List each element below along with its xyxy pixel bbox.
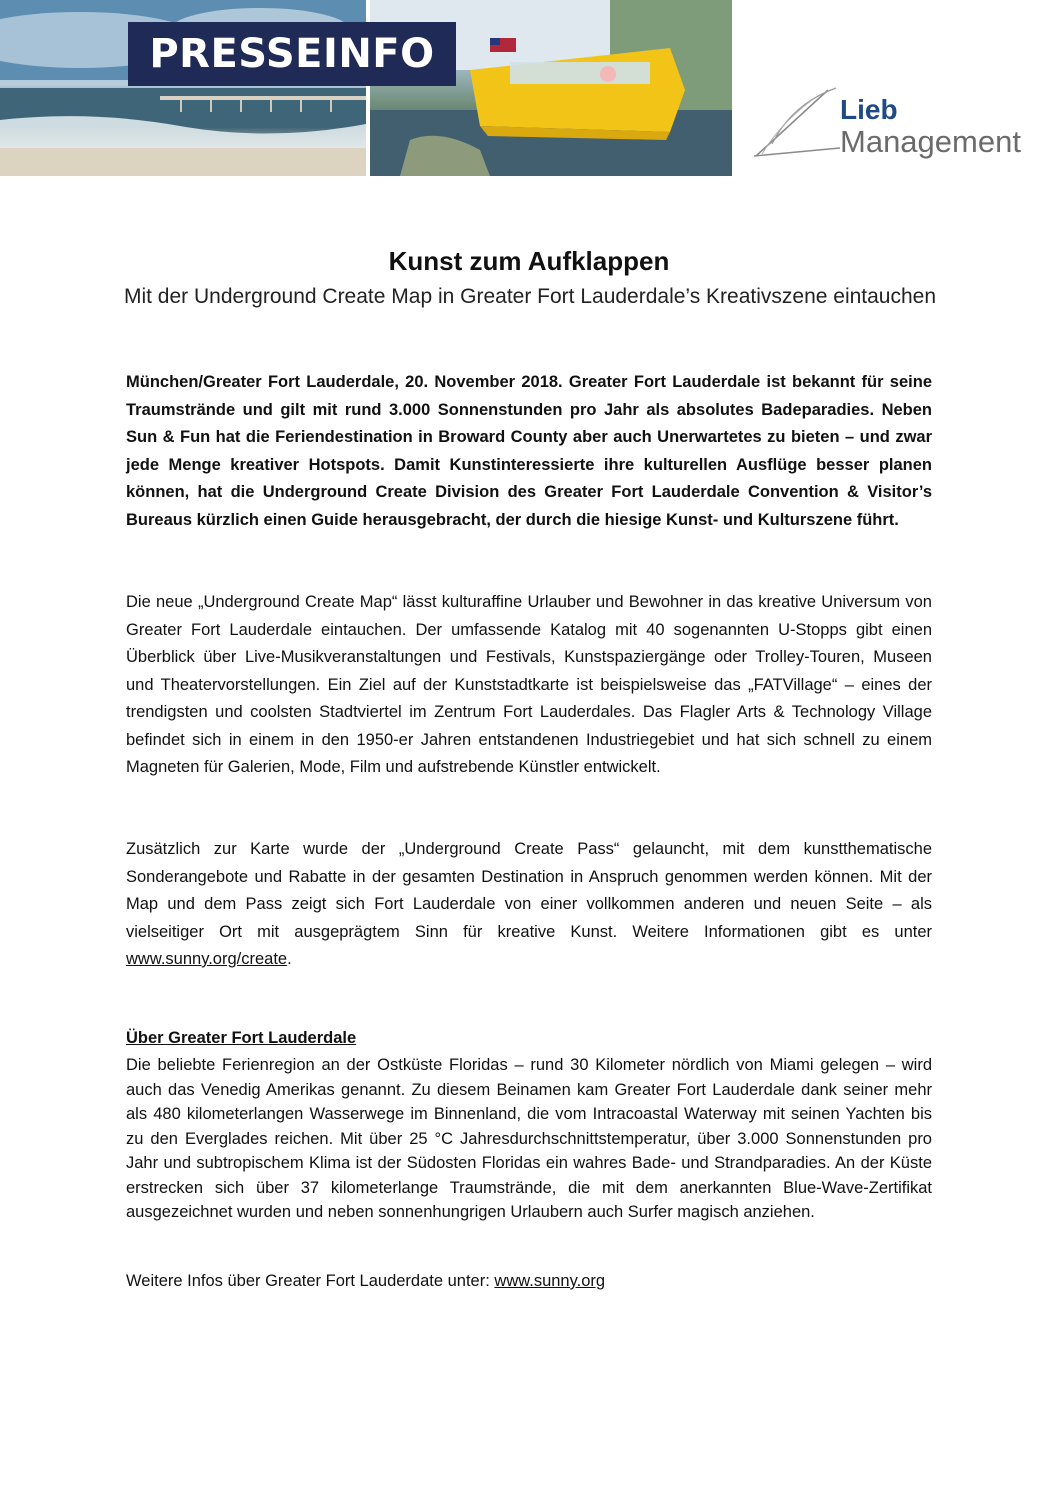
logo-text-management: Management bbox=[840, 124, 1021, 159]
lieb-management-logo bbox=[752, 84, 1052, 164]
header-banner bbox=[0, 0, 1058, 176]
paragraph-pass-end: . bbox=[287, 950, 292, 968]
about-paragraph: Die beliebte Ferienregion an der Ostküste Floridas – rund 30 Kilometer nördlich von Miami gelegen – wird auch das Venedig Amerikas genannt. Zu diesem Beinamen kam Greater Fort Lauderdale dank seiner mehr als 480 kilometerlangen Wasserwege im Binnenland, die vom Intracoastal Waterway mit seinen Yachten bis zu den Everglades reichen. Mit über 25 °C Jahresdurchschnittstemperatur, über 3.000 Sonnenstunden pro Jahr und subtropischem Klima ist der Südosten Floridas ein wahres Bade- und Strandparadies. An der Küste erstrecken sich über 37 kilometerlange Traumstrände, die mit dem anerkannten Blue-Wave-Zertifikat ausgezeichnet wurden und neben sonnenhungrigen Urlaubern auch Surfer magisch anziehen. bbox=[126, 1056, 932, 1221]
about-heading: Über Greater Fort Lauderdale bbox=[126, 1029, 357, 1047]
lead-paragraph: München/Greater Fort Lauderdale, 20. November 2018. Greater Fort Lauderdale ist bekannt für seine Traumstrände und gilt mit rund 3.000 Sonnenstunden pro Jahr als absolutes Badeparadies. Neben Sun & Fun hat die Feriendestination in Broward County aber auch Unerwartetes zu bieten – und zwar jede Menge kreativer Hotspots. Damit Kunstinteressierte ihre kulturellen Ausflüge besser planen können, hat die Underground Create Division des Greater Fort Lauderdale Convention & Visitor’s Bureaus kürzlich einen Guide herausgebracht, der durch die hiesige Kunst- und Kulturszene führt. bbox=[126, 373, 932, 529]
document-title: Kunst zum Aufklappen bbox=[388, 246, 670, 276]
paragraph-underground-create-map: Die neue „Underground Create Map“ lässt kulturaffine Urlauber und Bewohner in das kreative Universum von Greater Fort Lauderdale eintauchen. Der umfassende Katalog mit 40 sogenannten U-Stopps gibt einen Überblick über Live-Musikveranstaltungen und Festivals, Kunstspaziergänge oder Trolley-Touren, Museen und Theatervorstellungen. Ein Ziel auf der Kunststadtkarte ist beispielsweise das „FATVillage“ – eines der trendigsten und coolsten Stadtviertel im Zentrum Fort Lauderdales. Das Flagler Arts & Technology Village befindet sich in einem in den 1950-er Jahren entstandenen Industriegebiet und hat sich schnell zu einem Magneten für Galerien, Mode, Film und aufstrebende Künstler entwickelt. bbox=[126, 593, 932, 776]
document-subtitle: Mit der Underground Create Map in Greater Fort Lauderdale’s Kreativszene eintauchen bbox=[123, 285, 937, 308]
paragraph-pass-text: Zusätzlich zur Karte wurde der „Underground Create Pass“ gelauncht, mit dem kunstthematische Sonderangebote und Rabatte in der gesamten Destination in Anspruch genommen werden können. Mit der Map und dem Pass zeigt sich Fort Lauderdale von einer vollkommen anderen und neuen Seite – als vielseitiger Ort mit ausgeprägtem Sinn für kreative Kunst. Weitere Informationen gibt es unter bbox=[126, 840, 932, 941]
create-link[interactable]: www.sunny.org/create bbox=[126, 950, 288, 968]
more-info-line bbox=[126, 1269, 932, 1294]
logo-text-lieb: Lieb bbox=[840, 94, 898, 125]
more-info-label: Weitere Infos über Greater Fort Lauderdate unter: bbox=[126, 1272, 490, 1290]
sunny-org-link[interactable]: www.sunny.org bbox=[494, 1272, 606, 1290]
logo-swoosh-icon bbox=[752, 84, 842, 164]
paragraph-underground-create-pass bbox=[126, 836, 932, 974]
presseinfo-badge: PRESSEINFO bbox=[128, 22, 456, 86]
